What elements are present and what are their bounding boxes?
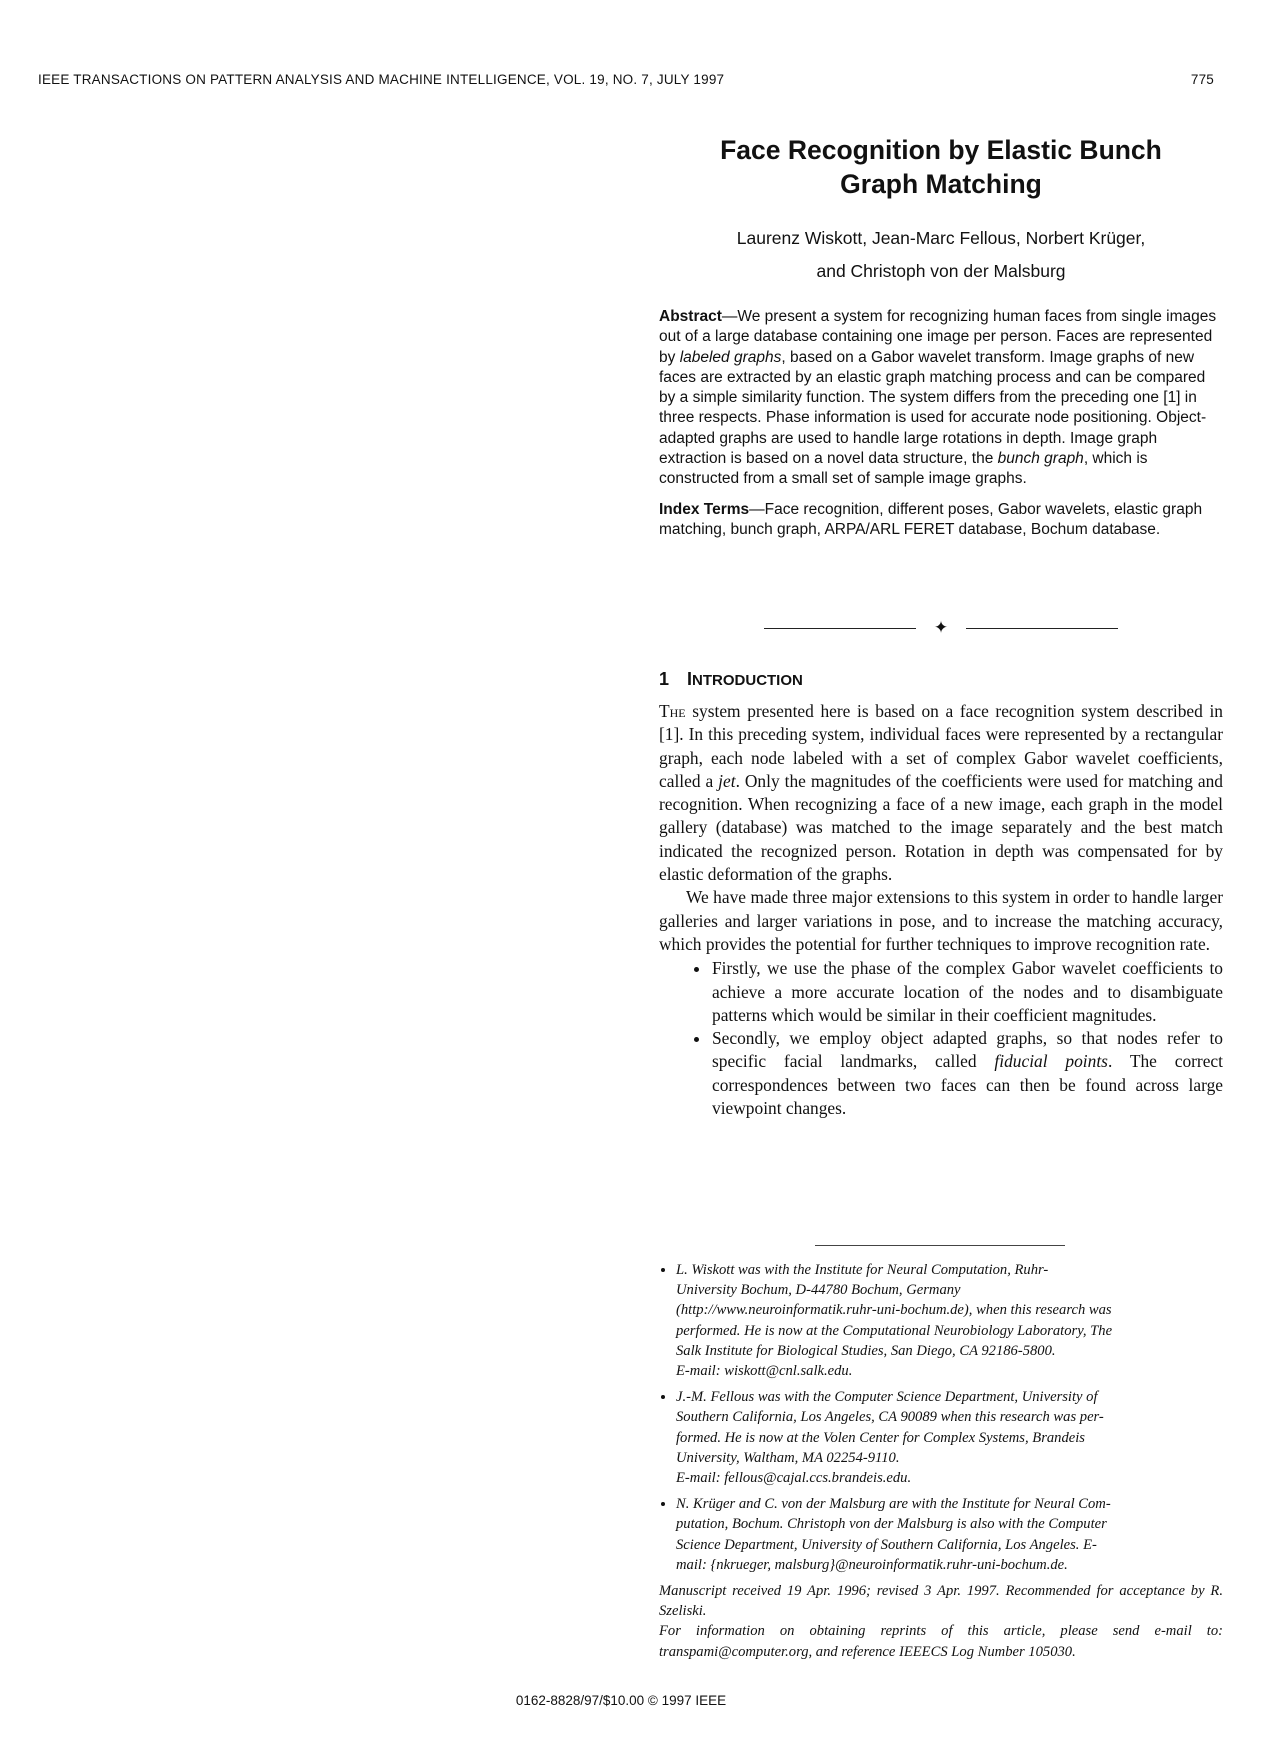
list-item: • N. Krüger and C. von der Malsburg are with the Institute for Neural Com- putation, Bochum. Christoph von der Malsburg is also with the Computer Science Department, University of Southern California, Los Angeles. E- mail: {nkrueger, malsburg}@neuroinformatik.ruhr-uni-bochum.de.: [676, 1494, 1223, 1575]
diamond-ornament-icon: ✦: [933, 618, 949, 637]
dropcap-word: The: [659, 701, 686, 721]
email-link[interactable]: E-mail: fellous@cajal.ccs.brandeis.edu.: [676, 1470, 912, 1487]
intro-paragraph-2: We have made three major extensions to this system in order to handle larger galleries and larger variations in pose, and to increase the matching accuracy, which provides the potential for further techniques to improve recognition rate.: [659, 887, 1223, 954]
term-labeled-graphs: labeled graphs: [679, 348, 782, 366]
title-line-1: Face Recognition by Elastic Bunch: [720, 135, 1162, 165]
footnote-rule: [815, 1245, 1065, 1246]
authors-line-1: Laurenz Wiskott, Jean-Marc Fellous, Norbert Krüger,: [736, 228, 1146, 248]
email-link[interactable]: E-mail: wiskott@cnl.salk.edu.: [676, 1363, 853, 1380]
journal-header: IEEE TRANSACTIONS ON PATTERN ANALYSIS AND MACHINE INTELLIGENCE, VOL. 19, NO. 7, JULY 1997: [38, 72, 725, 87]
list-item: • J.-M. Fellous was with the Computer Science Department, University of Southern California, Los Angeles, CA 90089 when this research was per- formed. He is now at the Volen Center for Complex Systems, Brandeis University, Waltham, MA 02254-9110. E-mail: fellous@cajal.ccs.brandeis.edu.: [676, 1387, 1223, 1488]
section-divider: [659, 617, 1223, 639]
title-line-2: Graph Matching: [840, 169, 1042, 199]
authors-line-2: and Christoph von der Malsburg: [816, 261, 1066, 281]
list-item: • L. Wiskott was with the Institute for Neural Computation, Ruhr- University Bochum, D-44780 Bochum, Germany (http://www.neuroinformatik.ruhr-uni-bochum.de), when this research was performed. He is now at the Computational Neurobiology Laboratory, The Salk Institute for Biological Studies, San Diego, CA 92186-5800. E-mail: wiskott@cnl.salk.edu.: [676, 1260, 1223, 1381]
url-link[interactable]: (http://www.neuroinformatik.ruhr-uni-bochum.de), when this research was: [676, 1302, 1112, 1319]
term-bunch-graph: bunch graph: [997, 450, 1084, 468]
extensions-list: [659, 957, 1223, 1120]
email-link[interactable]: mail: {nkrueger, malsburg}@neuroinformatik.ruhr-uni-bochum.de.: [676, 1556, 1068, 1573]
section-initial: I: [687, 669, 693, 689]
term-fiducial-points: fiducial points: [994, 1051, 1108, 1072]
footnotes: [659, 1260, 1223, 1662]
abstract-paragraph: Abstract—We present a system for recognizing human faces from single images out of a large database containing one image per person. Faces are represented by labeled graphs, based on a Gabor wavelet transform. Image graphs of new faces are extracted by an elastic graph matching process and can be compared by a simple similarity function. The system differs from the preceding one [1] in three respects. Phase information is used for accurate node positioning. Object-adapted graphs are used to handle large rotations in depth. Image graph extraction is based on a novel data structure, the bunch graph, which is constructed from a small set of sample image graphs.: [659, 308, 1217, 488]
copyright-text: 0162-8828/97/$10.00 © 1997 IEEE: [515, 1693, 727, 1708]
section-title-rest: NTRODUCTION: [692, 672, 803, 689]
introduction-body: [659, 700, 1223, 1120]
paper-title: [659, 133, 1223, 201]
index-terms-paragraph: Index Terms—Face recognition, different poses, Gabor wavelets, elastic graph matching, bunch graph, ARPA/ARL FERET database, Bochum database.: [659, 500, 1203, 538]
divider-rule-right: [966, 628, 1118, 629]
author-list: [659, 222, 1223, 288]
page-number: 775: [1190, 72, 1214, 87]
copyright-footer: [0, 1693, 1280, 1708]
affiliation-list: [659, 1260, 1223, 1575]
intro-paragraph-1: The system presented here is based on a face recognition system described in [1]. In this preceding system, individual faces were represented by a rectangular graph, each node labeled with a set of complex Gabor wavelet coefficients, called a jet. Only the magnitudes of the coefficients were used for matching and recognition. When recognizing a face of a new image, each graph in the model gallery (database) was matched to the image separately and the best match indicated the recognized person. Rotation in depth was compensated for by elastic deformation of the graphs.: [659, 701, 1224, 885]
abstract-block: [659, 307, 1223, 550]
section-heading-introduction: [659, 669, 1223, 690]
running-header: [38, 72, 1214, 87]
manuscript-received: Manuscript received 19 Apr. 1996; revised 3 Apr. 1997. Recommended for acceptance by R. Szeliski.: [659, 1583, 1223, 1620]
manuscript-info: [659, 1581, 1223, 1662]
list-item: • Secondly, we employ object adapted graphs, so that nodes refer to specific facial landmarks, called fiducial points. The correct correspondences between two faces can then be found across large viewpoint changes.: [711, 1027, 1223, 1120]
divider-rule-left: [764, 628, 916, 629]
section-number: 1: [659, 669, 670, 689]
index-terms-label: Index Terms: [659, 500, 750, 518]
reprint-info: For information on obtaining reprints of this article, please send e-mail to: transpami@computer.org, and reference IEEECS Log Number 105030.: [659, 1623, 1223, 1660]
term-jet: jet: [718, 770, 736, 791]
list-item: • Firstly, we use the phase of the complex Gabor wavelet coefficients to achieve a more accurate location of the nodes and to disambiguate patterns which would be similar in their coefficient magnitudes.: [711, 957, 1223, 1027]
abstract-label: Abstract: [659, 308, 722, 325]
